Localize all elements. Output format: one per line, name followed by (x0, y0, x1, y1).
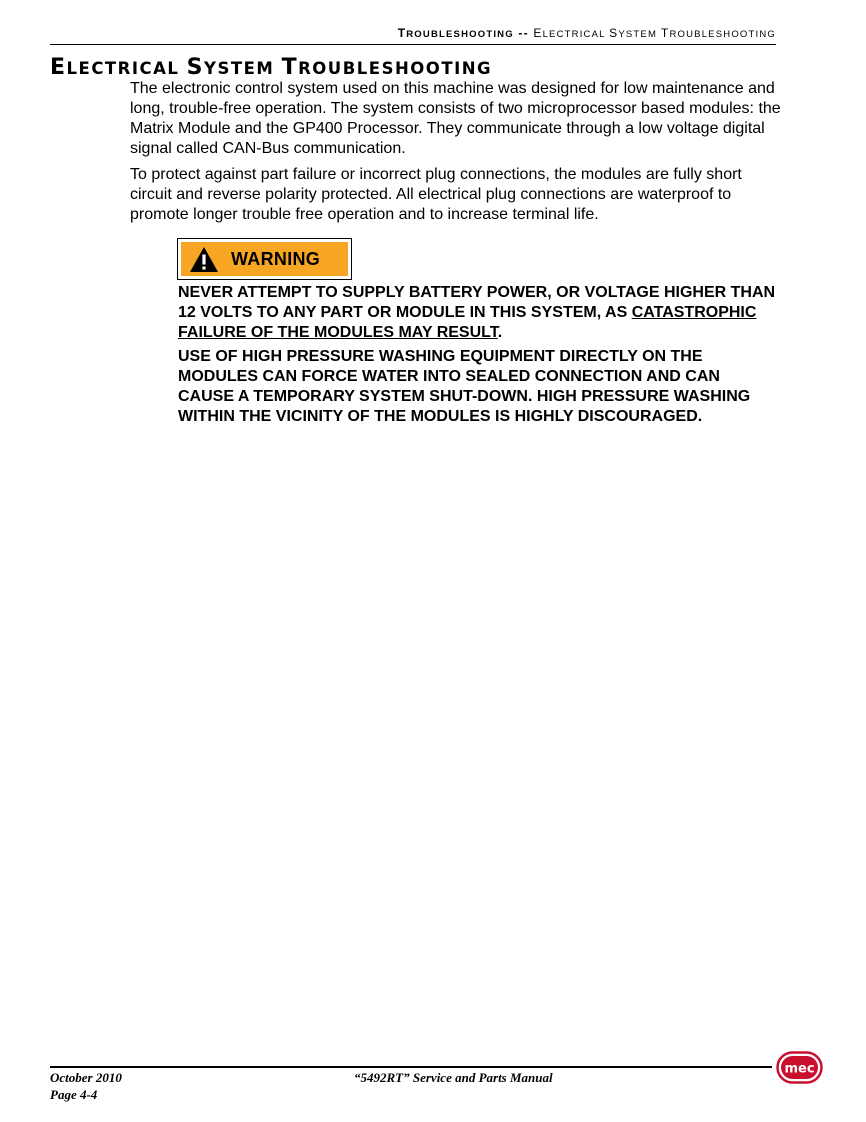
footer-left (50, 1069, 122, 1103)
warning-catastrophic-failure: CATASTROPHIC FAILURE OF THE MODULES MAY RESULT (178, 304, 757, 341)
footer-manual-title: “5492RT” Service and Parts Manual (354, 1070, 553, 1085)
warning-triangle-icon (189, 246, 219, 273)
running-header-separator: -- (518, 26, 529, 40)
running-header-section: TROUBLESHOOTING (397, 26, 514, 40)
footer-divider (50, 1066, 772, 1068)
paragraph-intro: The electronic control system used on this machine was designed for low maintenance and long, trouble-free operation. The system consists of two microprocessor based modules: the Matrix Module and the GP400 Processor. They communicate through a low voltage digital signal called CAN-Bus communication. (130, 80, 781, 157)
running-header-subsection: ELECTRICAL SYSTEM TROUBLESHOOTING (533, 26, 776, 40)
footer-page-number: Page 4-4 (50, 1087, 98, 1102)
warning-pressure-washing: USE OF HIGH PRESSURE WASHING EQUIPMENT DIRECTLY ON THE MODULES CAN FORCE WATER INTO SEALED CONNECTION AND CAN CAUSE A TEMPORARY SYSTEM SHUT-DOWN. HIGH PRESSURE WASHING WITHIN THE VICINITY OF THE MODULES IS HIGHLY DISCOURAGED. (178, 348, 751, 425)
warning-battery-voltage (178, 283, 778, 343)
warning-badge-fill (181, 242, 348, 276)
mec-logo-icon (776, 1051, 823, 1084)
footer-date: October 2010 (50, 1070, 122, 1085)
warning-badge (177, 238, 352, 280)
warning-period: . (497, 324, 503, 341)
svg-text:mec: mec (784, 1061, 815, 1077)
paragraph-protection: To protect against part failure or incorrect plug connections, the modules are fully short circuit and reverse polarity protected. All electrical plug connections are waterproof to promote longer trouble free operation and to increase terminal life. (130, 166, 742, 223)
page-title: ELECTRICAL SYSTEM TROUBLESHOOTING (50, 55, 493, 80)
body-text (130, 79, 782, 231)
warning-text (178, 283, 778, 431)
warning-label: WARNING (231, 248, 321, 269)
running-header (398, 26, 776, 40)
warning-battery-voltage-text: NEVER ATTEMPT TO SUPPLY BATTERY POWER, OR VOLTAGE HIGHER THAN 12 VOLTS TO ANY PART OR MODULE IN THIS SYSTEM, AS (178, 284, 776, 321)
